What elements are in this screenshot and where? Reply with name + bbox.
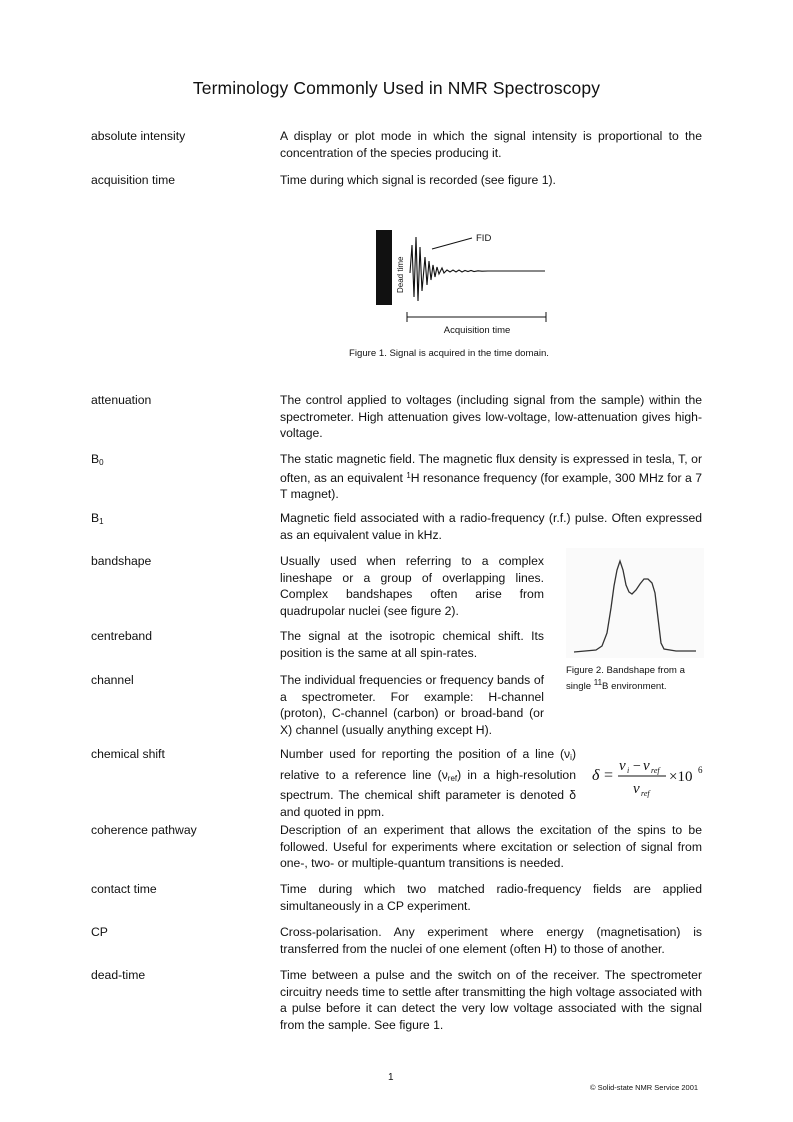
page-title: Terminology Commonly Used in NMR Spectroscopy [192, 78, 601, 98]
dead-time-label: Dead time [396, 256, 405, 293]
dead-time-block [376, 230, 392, 305]
definition-coherence-pathway: Description of an experiment that allows the excitation of the spins to be followed. Useful for experiments where excitation or selection of signal from one-, two- or multiple-quantum transitions is needed. [280, 823, 702, 870]
definition-cp: Cross-polarisation. Any experiment where energy (magnetisation) is transferred from the nuclei of one element (often H) to those of another. [280, 925, 702, 956]
figure-2-background [566, 548, 704, 658]
definition-centreband: The signal at the isotropic chemical shift. Its position is the same at all spin-rates. [280, 629, 544, 660]
definition-dead-time: Time between a pulse and the switch on of the receiver. The spectrometer circuitry needs time to settle after transmitting the high voltage associated with a pulse before it can detect the very low voltage associated with the signal from the sample. See figure 1. [280, 968, 702, 1032]
term-dead-time: dead-time [91, 968, 146, 982]
term-channel: channel [91, 673, 134, 687]
term-attenuation: attenuation [91, 393, 152, 407]
figure-2-bandshape-plot [566, 548, 704, 658]
formula-times-ten: ×10 [669, 769, 693, 785]
formula-nu-i: ν [619, 758, 626, 774]
term-bandshape: bandshape [91, 554, 152, 568]
page-number: 1 [388, 1072, 394, 1083]
formula-delta: δ [592, 767, 600, 784]
fid-signal-trace [410, 237, 545, 301]
figure-2-caption: Figure 2. Bandshape from a single $^{11}$B environment. [566, 665, 685, 692]
term-b0: $B_0$ [91, 452, 104, 467]
definition-absolute-intensity: A display or plot mode in which the signal intensity is proportional to the concentration of the species producing it. [280, 129, 702, 160]
term-coherence-pathway: coherence pathway [91, 823, 197, 837]
definition-chemical-shift: Number used for reporting the position of a line $(\nu_i)$ relative to a reference line $(\nu_{ref})$ in a high-resolution spectrum. The chemical shift parameter is denoted δ and quoted in ppm. [280, 747, 576, 819]
formula-denominator-sub: ref [641, 789, 650, 798]
definition-contact-time: Time during which two matched radio-frequency fields are applied simultaneously in a CP experiment. [280, 882, 702, 913]
term-acquisition-time: acquisition time [91, 173, 175, 187]
term-cp: CP [91, 925, 108, 939]
formula-sub-i: i [627, 766, 630, 775]
definition-channel: The individual frequencies or frequency bands of a spectrometer. For example: H-channel (proton), C-channel (carbon) or broad-band (or X) channel (usually anything except H). [280, 673, 544, 737]
term-contact-time: contact time [91, 882, 157, 896]
formula-sub-ref: ref [651, 766, 660, 775]
figure-1-caption: Figure 1. Signal is acquired in the time domain. [349, 348, 549, 359]
definition-acquisition-time: Time during which signal is recorded (see figure 1). [280, 173, 556, 187]
acquisition-time-label: Acquisition time [443, 325, 511, 336]
term-chemical-shift: chemical shift [91, 747, 165, 761]
definition-attenuation: The control applied to voltages (including signal from the sample) within the spectrometer. High attenuation gives low-voltage, low-attenuation gives high-voltage. [280, 393, 702, 440]
term-b1: $B_1$ [91, 511, 104, 526]
formula-denominator-nu: ν [633, 781, 640, 797]
chemical-shift-formula [592, 754, 710, 800]
definition-b1: Magnetic field associated with a radio-frequency (r.f.) pulse. Often expressed as an equivalent value in kHz. [280, 511, 702, 542]
definition-b0: The static magnetic field. The magnetic flux density is expressed in tesla, T, or often, as an equivalent $^1$H resonance frequency (for example, 300 MHz for a 7 T magnet). [280, 452, 703, 501]
term-centreband: centreband [91, 629, 152, 643]
figure-1-fid-diagram [370, 225, 560, 340]
formula-exponent: 6 [698, 765, 703, 775]
definition-bandshape: Usually used when referring to a complex lineshape or a group of overlapping lines. Complex bandshapes often arise from quadrupolar nuclei (see figure 2). [280, 554, 544, 618]
formula-equals: = [604, 767, 614, 784]
fid-label: FID [476, 233, 492, 244]
formula-minus: − [633, 759, 641, 774]
fid-pointer-line [432, 238, 472, 249]
copyright-notice: © Solid-state NMR Service 2001 [590, 1083, 699, 1092]
term-absolute-intensity: absolute intensity [91, 129, 186, 143]
formula-nu-ref: ν [643, 758, 650, 774]
